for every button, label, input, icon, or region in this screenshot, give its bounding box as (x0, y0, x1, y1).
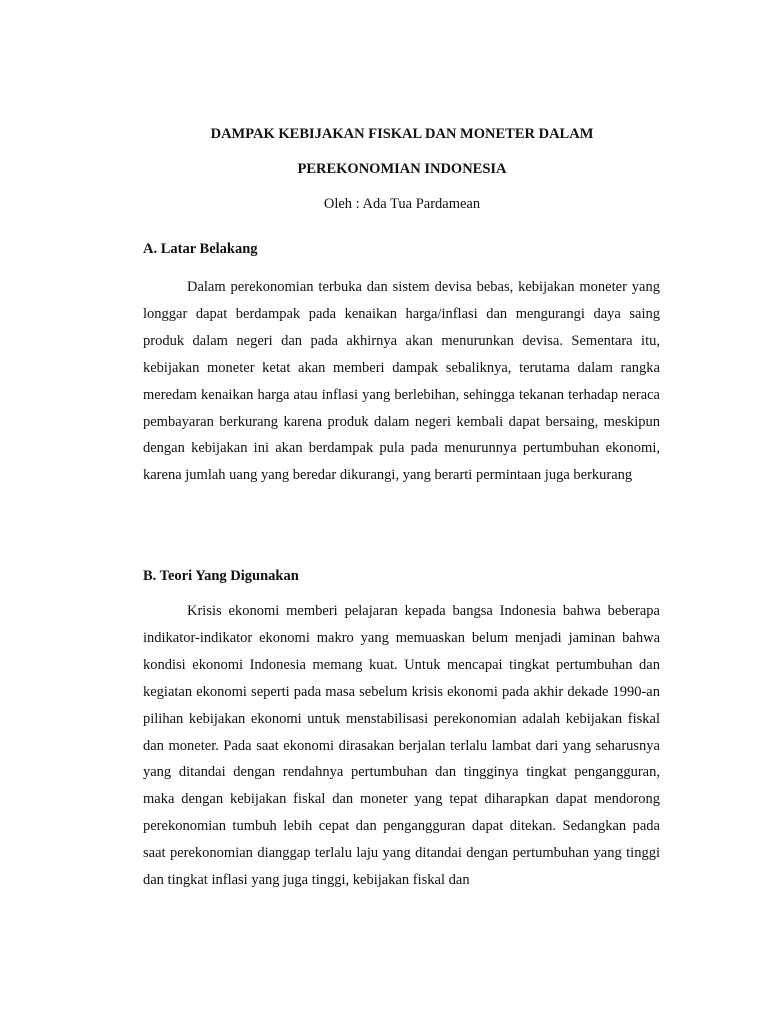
section-heading-teori: B. Teori Yang Digunakan (143, 568, 299, 584)
section-paragraph-teori: Krisis ekonomi memberi pelajaran kepada bangsa Indonesia bahwa beberapa indikator-indikator ekonomi makro yang memuaskan belum menjadi jaminan bahwa kondisi ekonomi Indonesia memang kuat. Untuk mencapai tingkat pertumbuhan dan kegiatan ekonomi seperti pada masa sebelum krisis ekonomi pada akhir dekade 1990-an pilihan kebijakan ekonomi untuk menstabilisasi perekonomian adalah kebijakan fiskal dan moneter. Pada saat ekonomi dirasakan berjalan terlalu lambat dari yang seharusnya yang ditandai dengan rendahnya pertumbuhan dan tingginya tingkat pengangguran, maka dengan kebijakan fiskal dan moneter yang tepat diharapkan dapat mendorong perekonomian tumbuh lebih cepat dan pengangguran dapat ditekan. Sedangkan pada saat perekonomian dianggap terlalu laju yang ditandai dengan pertumbuhan yang tinggi dan tingkat inflasi yang juga tinggi, kebijakan fiskal dan (143, 603, 660, 889)
section-paragraph-latar-belakang: Dalam perekonomian terbuka dan sistem devisa bebas, kebijakan moneter yang longgar dapat berdampak pada kenaikan harga/inflasi dan mengurangi daya saing produk dalam negeri dan pada akhirnya akan menurunkan devisa. Sementara itu, kebijakan moneter ketat akan memberi dampak sebaliknya, terutama dalam rangka meredam kenaikan harga atau inflasi yang berlebihan, sehingga tekanan terhadap neraca pembayaran berkurang karena produk dalam negeri kembali dapat bersaing, meskipun dengan kebijakan ini akan berdampak pula pada menurunnya pertumbuhan ekonomi, karena jumlah uang yang beredar dikurangi, yang berarti permintaan juga berkurang (143, 279, 660, 484)
section-heading-latar-belakang: A. Latar Belakang (143, 241, 258, 257)
document-author: Oleh : Ada Tua Pardamean (323, 196, 481, 212)
document-title-line-2: PEREKONOMIAN INDONESIA (297, 161, 507, 177)
document-title-line-1: DAMPAK KEBIJAKAN FISKAL DAN MONETER DALAM (210, 126, 594, 142)
